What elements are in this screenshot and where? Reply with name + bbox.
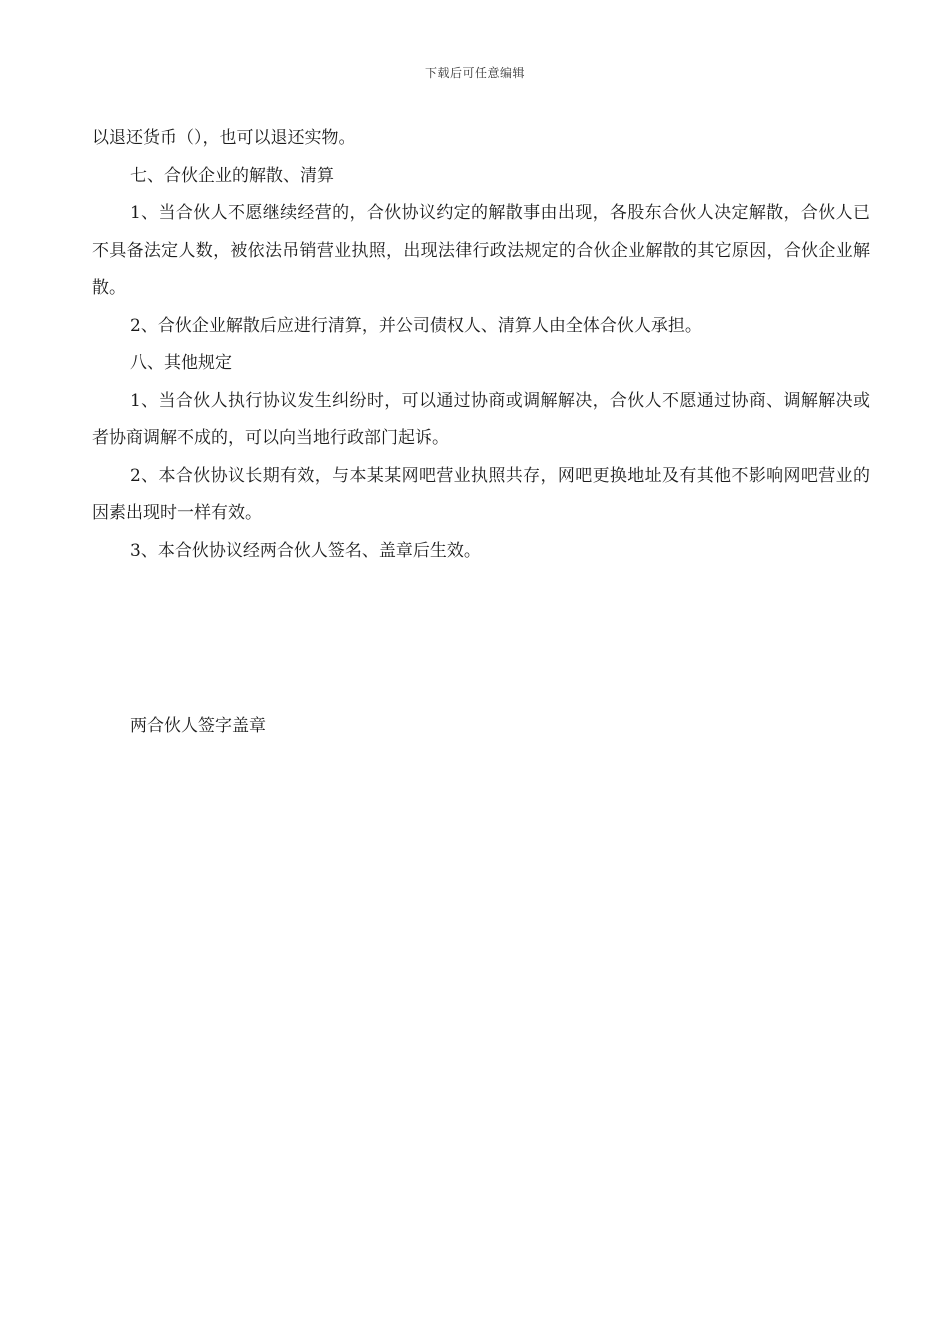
signature-line: 两合伙人签字盖章 bbox=[130, 716, 266, 736]
document-body bbox=[92, 120, 870, 570]
section-heading-dissolution: 七、合伙企业的解散、清算 bbox=[130, 165, 334, 186]
paragraph-liquidation: 2、合伙企业解散后应进行清算，并公司债权人、清算人由全体合伙人承担。 bbox=[130, 315, 702, 336]
page-header: 下载后可任意编辑 bbox=[424, 66, 525, 80]
paragraph-effective: 3、本合伙协议经两合伙人签名、盖章后生效。 bbox=[130, 540, 481, 561]
paragraph-refund: 以退还货币（），也可以退还实物。 bbox=[92, 128, 356, 148]
paragraph-validity: 2、本合伙协议长期有效，与本某某网吧营业执照共存，网吧更换地址及有其他不影响网吧营业的因素出现时一样有效。 bbox=[92, 465, 870, 523]
paragraph-disputes: 1、当合伙人执行协议发生纠纷时，可以通过协商或调解解决，合伙人不愿通过协商、调解解决或者协商调解不成的，可以向当地行政部门起诉。 bbox=[92, 390, 870, 448]
paragraph-dissolution-causes: 1、当合伙人不愿继续经营的，合伙协议约定的解散事由出现，各股东合伙人决定解散，合伙人已不具备法定人数，被依法吊销营业执照，出现法律行政法规定的合伙企业解散的其它原因，合伙企业解散。 bbox=[92, 203, 870, 298]
section-heading-other-provisions: 八、其他规定 bbox=[130, 353, 232, 373]
